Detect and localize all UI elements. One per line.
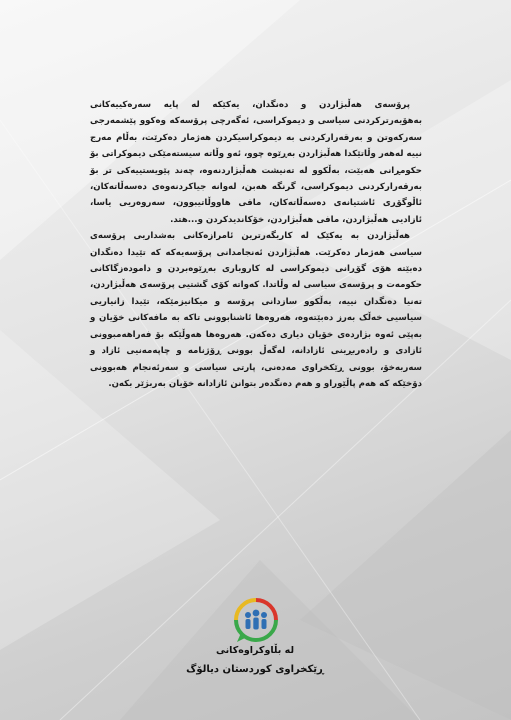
kurdistan-dialogue-logo-icon	[233, 597, 279, 643]
organization-name: ڕێکخراوی کوردستان دیالۆگ	[186, 664, 324, 675]
publisher-prefix: لە بڵاوکراوەکانی	[215, 645, 295, 656]
paragraph-2: هەڵبژاردن بە یەکێک لە کاریگەرترین ئامرازەکانی بەشداریی پرۆسەی سیاسی هەژمار دەکرێت. هەڵبژاردن ئەنجامدانی پرۆسەیەکە کە تێیدا دەنگدان دەبێتە هۆی گۆڕانی دیموکراسی لە کاروباری بەڕێوەبردن و دامودەزگاکانی حکومەت و پرۆسەی سیاسی لە وڵاتدا. کەواتە کۆی گشتیی پرۆسەی هەڵبژاردن، تەنیا دەنگدان نییە، بەڵکوو سازدانی پرۆسە و میکانیزمێکە، تێیدا زانیاریی سیاسیی خەڵک بەرز دەبێتەوە، هەروەها ئاشنابوونی تاکە بە مافەکانی خۆیان و بەپێی ئەوە بژاردەی خۆیان دیاری دەکەن. هەروەها هەوڵێکە بۆ فەراهەمبوونی ئازادی و رادەربڕینی ئازادانە، لەگەڵ بوونی ڕۆژنامە و چاپەمەنیی ئازاد و سەربەخۆ، بوونی ڕێکخراوی مەدەنی، پارتی سیاسی و سەرئەنجام هەبوونی دۆخێکە کە هەم پاڵێوراو و هەم دەنگدەر بتوانن ئازادانە خۆیان بەربژێر بکەن.	[90, 231, 422, 389]
paragraph-1: پرۆسەی هەڵبژاردن و دەنگدان، یەکێکە لە پایە سەرەکییەکانی بەهۆیەرترکردنی سیاسی و دیموکراسی، ئەگەرچی پرۆسەکە وەکوو پێشمەرجی سەرکەوتن و بەرقەرارکردنی بە دیموکراسیکردن هەژمار دەکرێت، بەڵام مەرج نییە لەهەر وڵاتێکدا هەڵبژاردن بەڕێوە چوو، ئەو وڵاتە سیستەمێکی دیموکراتی بۆ حکومڕانی هەبێت، بەڵکوو لە تەنیشت هەڵبژاردنەوە، چەند پێویستییەکی تر بۆ بەرقەرارکردنی دیموکراسی، گرنگە هەبن، لەوانە جیاکردنەوەی دەسەڵاتەکان، ئاڵوگۆڕی ئاشتیانەی دەسەڵاتەکان، مافی هاووڵاتیبوون، سەروەریی یاسا، ئازادیی هەڵبژاردن، مافی هەڵبژاردن، خۆکاندیدکردن و...هتد.	[90, 100, 422, 225]
body-text	[90, 97, 422, 392]
